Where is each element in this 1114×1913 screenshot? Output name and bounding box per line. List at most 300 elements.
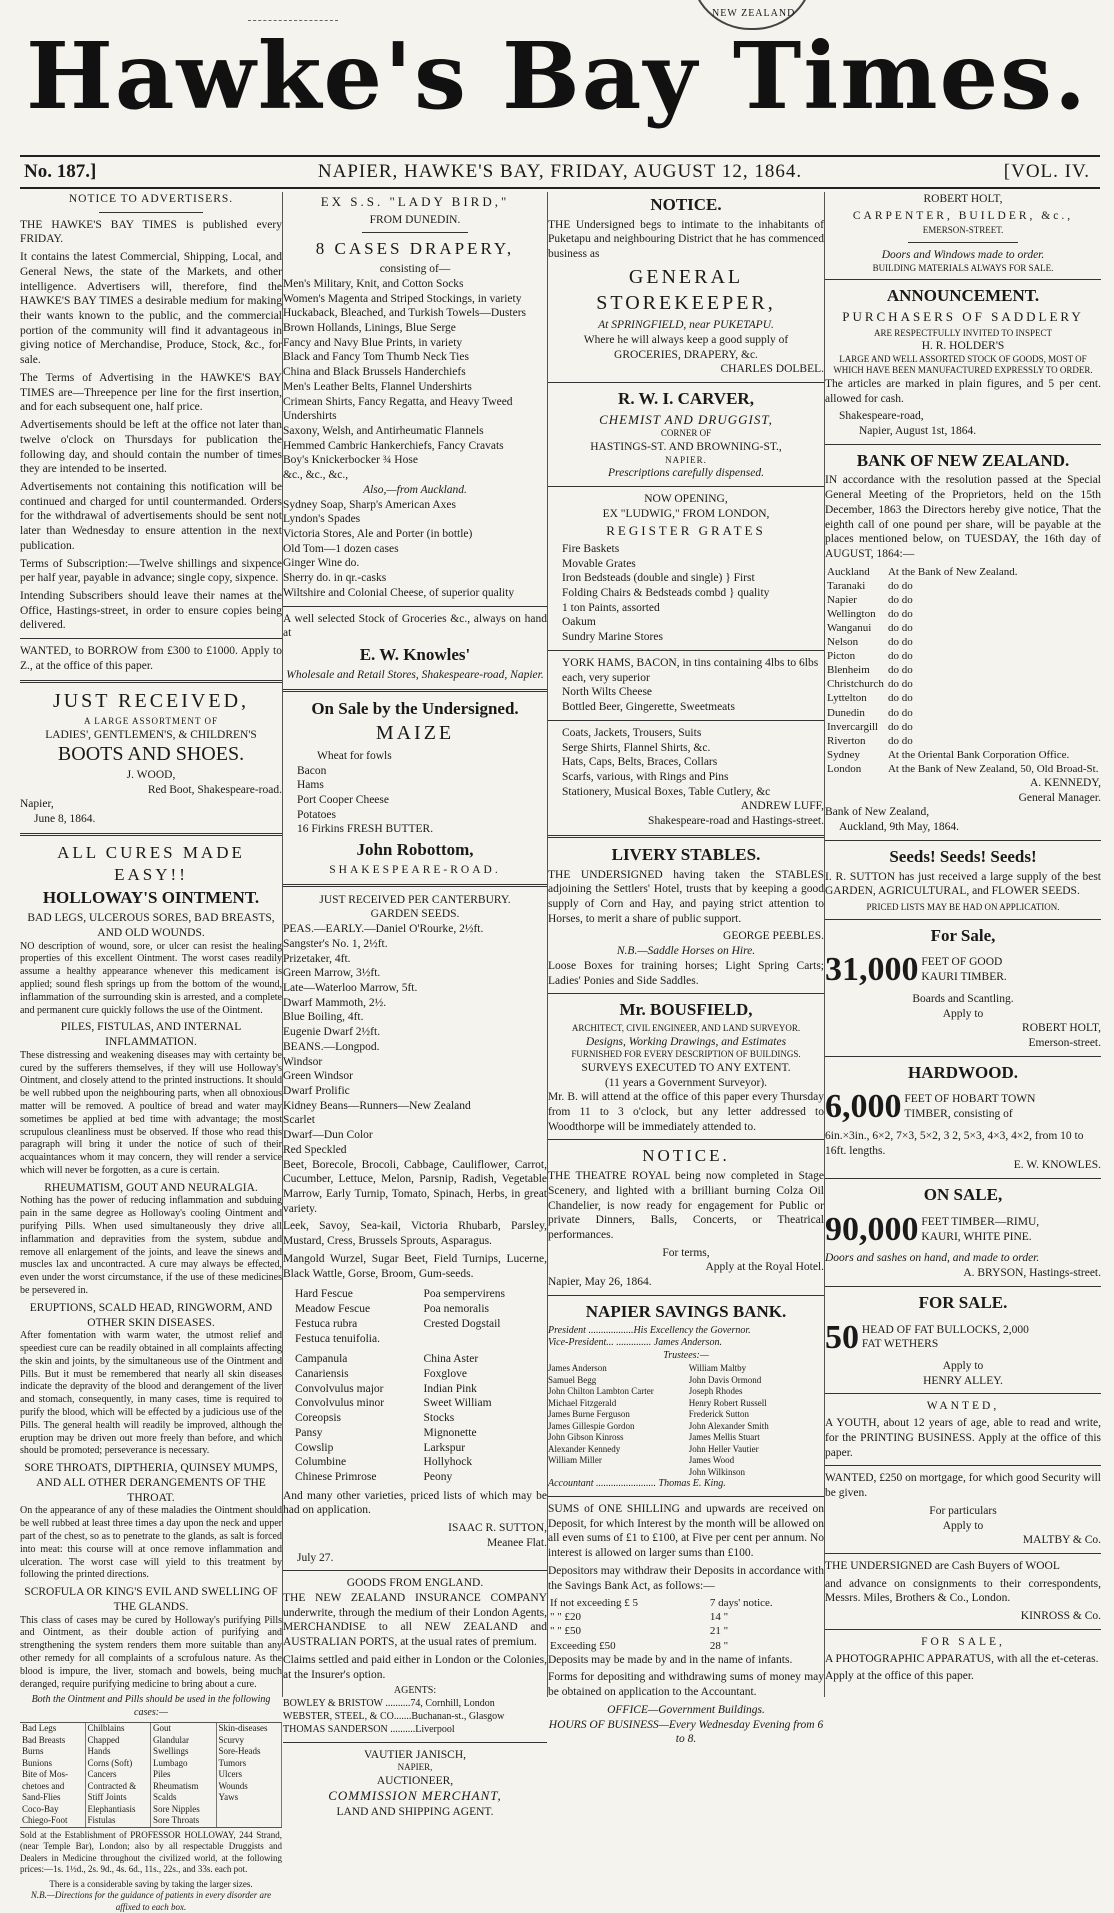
agents-list [283,1698,547,1736]
list-item: John Gibson Kinross [548,1432,624,1443]
photo-text: A PHOTOGRAPHIC APPARATUS, with all the et-ceteras. [825,1652,1099,1665]
holt-trade: CARPENTER, BUILDER, &c., [852,209,1074,222]
accountant-line: Accountant ........................ Thomas E. King. [548,1478,726,1490]
ailment-cell: Burns [20,1746,86,1758]
column-4 [825,192,1101,1697]
table-cell: London [827,762,862,775]
purchasers: PURCHASERS OF SADDLERY [842,308,1084,324]
list-item: Alexander Kennedy [548,1443,621,1454]
prescriptions: Prescriptions carefully dispensed. [608,467,764,480]
table-row [825,579,1101,593]
canterbury-heading: JUST RECEIVED PER CANTERBURY. [319,893,511,906]
table-cell: do do [887,664,913,677]
list-item: Convolvulus major [295,1382,384,1395]
list-item: Stationery, Musical Boxes, Table Cutlery, &c [562,785,771,798]
leek-text: Leek, Savoy, Sea-kail, Victoria Rhubarb, Parsley, Mustard, Cress, Brussels Sprouts, Asparagus. [283,1220,547,1248]
section-heading: SORE THROATS, DIPTHERIA, QUINSEY MUMPS, AND ALL OTHER DERANGEMENTS OF THE THROAT. [24,1462,278,1504]
luff-name: ANDREW LUFF, [740,800,824,813]
list-item: James Mellis Stuart [688,1432,760,1443]
list-item: Men's Military, Knit, and Cotton Socks [283,277,464,290]
ailment-cell: Bad Legs [20,1723,86,1735]
apply2: Apply to [942,1360,984,1373]
list-item: BEANS.—Longpod. [283,1040,380,1053]
ailment-cell: Tumors [217,1758,283,1770]
list-item: Convolvulus minor [295,1397,385,1410]
holder-date: Napier, August 1st, 1864. [859,424,977,437]
notice-paragraph: Advertisements not containing this notification will be continued and charged for until countermanded. Orders for the withdrawal of advertisements should be sent not later than Wednesday to ensure attention in the next publication. [20,480,282,552]
ailment-cell: Sore Throats [151,1815,217,1827]
rimu-quantity: 90,000 [825,1210,919,1248]
grass-list-left [295,1287,418,1346]
column-3 [548,192,824,1746]
table-cell: do do [887,579,913,592]
column-1 [20,192,282,1912]
table-cell: do do [887,608,913,620]
list-item: Poa sempervirens [423,1288,505,1301]
list-item: John Davis Ormond [688,1374,762,1385]
youth-text: A YOUTH, about 12 years of age, able to read and write, for the PRINTING BUSINESS. Apply at the office of this paper. [825,1417,1101,1459]
list-item: Festuca rubra [295,1317,358,1330]
ailment-row [20,1758,282,1770]
list-item: Blue Boiling, 4ft. [283,1011,364,1024]
list-item: James Wood [688,1455,735,1466]
list-item: Pansy [295,1426,323,1439]
holloway-heading: HOLLOWAY'S OINTMENT. [42,888,260,908]
notice-paragraph: THE HAWKE'S BAY TIMES is published every FRIDAY. [20,218,282,246]
kauri-text: FEET OF GOOD KAURI TIMBER. [921,956,1007,984]
garden-seeds: GARDEN SEEDS. [370,908,460,921]
list-item: Sangster's No. 1, 2½ft. [283,937,388,950]
list-item: Dwarf Prolific [283,1085,350,1097]
ailment-cell: Hands [86,1746,152,1758]
for-terms: For terms, [662,1246,710,1259]
list-item: Indian Pink [423,1382,477,1395]
kinross-name: KINROSS & Co. [1020,1610,1101,1623]
corner-of: CORNER OF [660,428,712,439]
table-cell: " " £20 [550,1611,581,1624]
body-text: On the appearance of any of these maladies the Ointment should be well rubbed at least three times a day upon the neck and upper part of the chest, so as to penetrate to the glands, as salt is forced into meat: this course will at once remove inflammation and ulceration. The worst case will yield to this treatment by following the printed directions. [20,1505,282,1581]
forms-text: Forms for depositing and withdrawing sums of money may be obtained on application to the Accountant. [548,1671,824,1699]
ailment-cell [217,1815,283,1827]
masthead-ornament [248,0,338,21]
emerson2: Emerson-street. [1028,1036,1101,1049]
sums-text: SUMS of ONE SHILLING and upwards are received on Deposit, for which Interest by the month will be allowed on all even sums of £1 to £100, at Five per cent per annum. No interest is allowed on larger sums than £100. [548,1503,824,1560]
list-item: Port Cooper Cheese [297,794,389,807]
table-row [548,1624,824,1638]
hours-line: HOURS OF BUSINESS—Every Wednesday Evening from 6 to 8. [548,1718,824,1746]
table-row [825,762,1101,776]
list-item: BOWLEY & BRISTOW ..........74, Cornhill, London [283,1698,495,1710]
table-row [825,734,1101,748]
on-sale-heading: ON SALE, [923,1185,1003,1205]
list-item: Henry Robert Russell [688,1397,767,1408]
ailment-cell: Corns (Soft) [86,1758,152,1770]
list-item: Peony [423,1470,453,1483]
priced-lists: PRICED LISTS MAY BE HAD ON APPLICATION. [866,902,1060,912]
list-item: William Maltby [688,1363,747,1374]
auckland-list [283,498,547,601]
table-row [825,621,1101,635]
table-row [548,1610,824,1624]
table-cell: Dunedin [827,706,865,719]
agents-label: AGENTS: [393,1685,437,1697]
jr-place: Napier, [20,798,54,811]
ludwig-line: EX "LUDWIG," FROM LONDON, [602,507,770,520]
list-item: Women's Magenta and Striped Stockings, in variety [283,292,522,305]
drapery-list [283,277,547,483]
table-cell: do do [887,622,913,635]
kennedy-name: A. KENNEDY, [1029,776,1101,789]
theatre-text: THE THEATRE ROYAL being now completed in Stage Scenery, and lighted with a brilliant burning Colza Oil Chandelier, is now ready for engagement for Public or private Dinners, Balls, Concerts, or Theatrical performances. [548,1170,824,1242]
notice-paragraph: Intending Subscribers should leave their names at the Office, Hastings-street, in order to ensure copies being delivered. [20,589,282,632]
peebles-name: GEORGE PEEBLES. [723,930,824,943]
other-varieties: And many other varieties, priced lists of which may be had on application. [283,1489,547,1517]
table-row [825,593,1101,607]
bousfield-name: Mr. BOUSFIELD, [619,1000,753,1020]
table-cell: do do [887,650,913,663]
section-heading: ERUPTIONS, SCALD HEAD, RINGWORM, AND OTHER SKIN DISEASES. [29,1301,273,1329]
emerson-street: EMERSON-STREET. [922,225,1004,236]
vice-line: Vice-President... .............. James Anderson. [548,1337,722,1349]
table-cell: 28 " [709,1639,729,1652]
timber-sizes: 6in.×3in., 6×2, 7×3, 5×2, 3 2, 5×3, 4×3, 4×2, from 10 to 16ft. lengths. [825,1129,1084,1157]
list-item: Saxony, Welsh, and Antirheumatic Flannels [283,425,484,437]
branch-table [825,565,1101,776]
sutton-date: July 27. [297,1551,334,1564]
table-cell: Taranaki [827,579,866,592]
list-item: YORK HAMS, BACON, in tins containing 4lbs to 6lbs each, very superior [562,656,819,684]
grass-list-right [424,1287,547,1346]
table-row [825,748,1101,762]
list-item: Late—Waterloo Marrow, 5ft. [283,981,418,994]
ailment-cell: Contracted & [86,1781,152,1793]
table-cell: If not exceeding £ 5 [550,1597,638,1610]
holt-name: ROBERT HOLT, [923,193,1003,205]
nb-note: N.B.—Directions for the guidance of patients in every disorder are affixed to each box. [30,1890,272,1912]
rimu-text: FEET TIMBER—RIMU, KAURI, WHITE PINE. [921,1215,1040,1243]
alley-name: HENRY ALLEY. [923,1374,1003,1387]
where-text: Where he will always keep a good supply of [583,333,789,346]
also-auckland: Also,—from Auckland. [363,483,467,496]
table-cell: 7 days' notice. [709,1597,773,1610]
list-item: Sherry do. in qr.-casks [283,572,387,585]
sutton-seeds-text: I. R. SUTTON has just received a large supply of the best GARDEN, AGRICULTURAL, and FLOWER SEEDS. [825,870,1101,898]
particulars: For particulars [929,1504,997,1517]
table-cell: Wellington [827,608,876,620]
list-item: Serge Shirts, Flannel Shirts, &c. [562,741,711,754]
table-cell: Blenheim [827,664,870,677]
newspaper-title: Hawke's Bay Times. [26,22,1088,130]
list-item: WEBSTER, STEEL, & CO.......Buchanan-st., Glasgow [283,1710,505,1722]
list-item: Ginger Wine do. [283,557,360,570]
large-stock: LARGE AND WELL ASSORTED STOCK OF GOODS, MOST OF WHICH HAVE BEEN MANUFACTURED EXPRESSLY TO ORDER. [833,353,1093,376]
ailment-row [20,1781,282,1793]
commission-merchant: COMMISSION MERCHANT, [328,1788,502,1804]
table-row [825,649,1101,663]
list-item: Fire Baskets [562,542,620,555]
ailment-row [20,1735,282,1747]
list-item: Hams [297,779,324,792]
ailment-cell [217,1804,283,1816]
table-cell: Sydney [827,748,860,761]
table-cell: " " £50 [550,1625,581,1638]
boards: Boards and Scantling. [912,992,1014,1005]
hobart-quantity: 6,000 [825,1088,902,1126]
volume-number: [VOL. IV. [1003,161,1090,182]
notice-paragraph: Terms of Subscription:—Twelve shillings and sixpence per half year, payable in advance; single copy, sixpence. [20,557,282,585]
section-heading: BAD LEGS, ULCEROUS SORES, BAD BREASTS, AND OLD WOUNDS. [27,912,275,939]
surveys: SURVEYS EXECUTED TO ANY EXTENT. [581,1061,791,1074]
bank-heading: BANK OF NEW ZEALAND. [856,450,1070,470]
knowles-name: E. W. Knowles' [359,645,471,665]
ailment-cell: Sore-Heads [217,1746,283,1758]
trustees-label: Trustees:— [663,1350,709,1362]
issue-date: NAPIER, HAWKE'S BAY, FRIDAY, AUGUST 12, 1864. [317,161,803,182]
table-cell: do do [887,692,913,705]
springfield: At SPRINGFIELD, near PUKETAPU. [598,319,774,332]
wool-text-2: and advance on consignments to their correspondents, Messrs. Miles, Brothers & Co., London. [825,1577,1101,1605]
holder-name: H. R. HOLDER'S [921,340,1005,353]
list-item: Windsor [283,1055,323,1068]
list-item: North Wilts Cheese [562,686,653,699]
photo-apply: Apply at the office of this paper. [825,1670,974,1683]
list-item: Green Windsor [283,1070,353,1083]
sale-list [283,764,547,838]
list-item: Chinese Primrose [295,1470,377,1483]
table-cell: 21 " [709,1625,729,1638]
list-item: Dwarf Mammoth, 2½. [283,996,387,1009]
list-item: Hard Fescue [295,1288,353,1301]
trustees-right [689,1363,824,1478]
invited: ARE RESPECTFULLY INVITED TO INSPECT [874,327,1052,338]
body-text: After fomentation with warm water, the utmost relief and speediest cure can be readily obtained in all complaints affecting the skin and joints, by the simultaneous use of the Ointment and Pills. But it must be remembered that nearly all skin diseases indicate the depravity of the blood and derangement of the liver and stomach, consequently, in many cases, time is required to purify the blood, which will be effected by a judicious use of the Pills. The general health will readily be improved, although the eruption may be driven out more freely than before, and which should be promoted; perseverance is necessary. [20,1330,282,1457]
shakespeare-road: Shakespeare-road, [839,410,924,423]
table-cell: Nelson [827,636,859,649]
list-item: John Heller Vautier [688,1443,759,1454]
sutton-address: Meanee Flat. [486,1536,547,1549]
list-item: Prizetaker, 4ft. [283,952,351,965]
table-cell: do do [887,706,913,719]
vautier-name: VAUTIER JANISCH, [363,1748,467,1761]
list-item: Samuel Begg [548,1374,597,1385]
withdraw-table [548,1596,824,1652]
bank-address: Bank of New Zealand, [825,806,930,819]
list-item: Black and Fancy Tom Thumb Neck Ties [283,351,469,364]
maize-sub: Wheat for fowls [317,749,392,762]
list-item: Lyndon's Spades [283,513,361,526]
depositors-text: Depositors may withdraw their Deposits in accordance with the Savings Bank Act, as follows:— [548,1564,824,1592]
body-text: NO description of wound, sore, or ulcer can resist the healing properties of this excellent Ointment. The worst cases readily assume a healthy appearance whenever this medicament is applied; sound flesh springs up from the bottom of the wound, inflammation of the surrounding skin is arrested, and a complete and permanent cure quickly follows the use of the Ointment. [20,940,282,1016]
flower-list-left [295,1352,418,1484]
table-cell: Napier [827,593,857,606]
table-row [825,677,1101,691]
cases-drapery: 8 CASES DRAPERY, [315,239,515,259]
goods-text: THE NEW ZEALAND INSURANCE COMPANY underwrite, through the medium of their London Agents, MERCHANDISE to all NEW ZEALAND and AUSTRALIAN PORTS, at the usual rates of premium. [283,1592,547,1649]
list-item: Joseph Rhodes [688,1386,743,1397]
list-item: Hats, Caps, Belts, Braces, Collars [562,756,718,769]
goods-heading: GOODS FROM ENGLAND. [346,1577,484,1590]
table-cell: At the Bank of New Zealand, 50, Old Broad-St. [887,762,1099,775]
list-item: Foxglove [423,1367,467,1380]
wanted-heading: WANTED, [926,1400,1000,1413]
list-item: Mignonette [423,1426,477,1439]
just-received-sub: A LARGE ASSORTMENT OF [83,716,219,727]
list-item: Movable Grates [562,557,636,570]
list-item: Kidney Beans—Runners—New Zealand [283,1099,471,1112]
mangold-text: Mangold Wurzel, Sugar Beet, Field Turnips, Lucerne, Black Wattle, Gorse, Broom, Gum-seeds. [283,1252,547,1280]
ailment-cell: Chapped [86,1735,152,1747]
general-storekeeper: GENERAL STOREKEEPER, [596,265,776,314]
chemist-line: CHEMIST AND DRUGGIST, [599,411,773,427]
apply-to: Apply to [942,1007,984,1020]
list-item: Red Speckled [283,1143,347,1156]
table-row [548,1639,824,1653]
table-cell: Christchurch [827,678,884,691]
nb-saddle: N.B.—Saddle Horses on Hire. [616,945,756,958]
bank-date: Auckland, 9th May, 1864. [839,821,959,834]
maize: MAIZE [375,722,455,745]
table-cell: Invercargill [827,720,879,733]
mrb-text: Mr. B. will attend at the office of this paper every Thursday from 11 to 3 o'clock, but any letter addressed to Woodthorpe will be immediately attended to. [548,1091,824,1133]
apply3: Apply to [942,1519,984,1532]
livery-text: THE UNDERSIGNED having taken the STABLES adjoining the Settlers' Hotel, trusts that by keeping a good supply of Corn and Hay, and paying strict attention to Horses, to merit a share of public support. [548,868,824,925]
hobart-text: FEET OF HOBART TOWN TIMBER, consisting of [904,1093,1036,1121]
table-cell: do do [887,678,913,691]
lady-bird-heading: EX S.S. "LADY BIRD," [320,194,510,209]
ludwig-list [548,542,824,645]
register-grates: REGISTER GRATES [606,523,766,539]
section-heading: SCROFULA OR KING'S EVIL AND SWELLING OF THE GLANDS. [24,1586,278,1613]
ailment-cell: Swellings [151,1746,217,1758]
land-shipping: LAND AND SHIPPING AGENT. [336,1806,494,1819]
general-manager: General Manager. [1018,791,1101,804]
list-item: Men's Leather Belts, Flannel Undershirts [283,380,472,393]
bousfield-sub: ARCHITECT, CIVIL ENGINEER, AND LAND SURVEYOR. [571,1023,801,1034]
bullocks-quantity: 50 [825,1318,859,1356]
table-row [548,1596,824,1610]
table-cell: Auckland [827,565,870,578]
ailment-cell: Stiff Joints [86,1792,152,1804]
ailment-cell: Bunions [20,1758,86,1770]
ailment-cell: Fistulas [86,1815,152,1827]
for-sale-1: For Sale, [930,925,996,945]
list-item: Sundry Marine Stores [562,631,663,644]
kauri-quantity: 31,000 [825,951,919,989]
ailment-row [20,1804,282,1816]
beans-list [283,1040,547,1158]
table-cell: Wanganui [827,622,872,635]
table-row [825,607,1101,621]
livery-heading: LIVERY STABLES. [611,844,761,864]
list-item: Michael Fitzgerald [548,1397,617,1408]
table-row [825,565,1101,579]
bryson-name: A. BRYSON, Hastings-street. [963,1267,1101,1280]
list-item: William Miller [548,1455,602,1466]
ailment-cell: Scalds [151,1792,217,1804]
doors-windows: Doors and Windows made to order. [881,248,1045,261]
jr-date: June 8, 1864. [34,813,96,826]
section-heading: RHEUMATISM, GOUT AND NEURALGIA. [44,1181,258,1194]
list-item: China and Black Brussels Handerchiefs [283,366,466,379]
table-cell: do do [887,720,913,733]
table-cell: do do [887,636,913,649]
list-item: Green Marrow, 3½ft. [283,967,381,980]
ailment-cell: Gout [151,1723,217,1735]
ailment-cell: Coco-Bay [20,1804,86,1816]
seeds-heading: Seeds! Seeds! Seeds! [889,846,1037,866]
table-row [825,720,1101,734]
list-item: Scarfs, various, with Rings and Pins [562,770,729,783]
ailment-cell: Sand-Flies [20,1792,86,1804]
list-item: Hollyhock [423,1456,473,1469]
list-item: PEAS.—EARLY.—Daniel O'Rourke, 2½ft. [283,923,484,936]
theatre-date: Napier, May 26, 1864. [548,1276,652,1289]
peas-list [283,922,547,1040]
knowles-sub: Wholesale and Retail Stores, Shakespeare-road, Napier. [286,668,544,681]
york-list [548,656,824,715]
column-2 [283,192,547,1819]
table-row [825,663,1101,677]
wanted-mortgage: WANTED, £250 on mortgage, for which good Security will be given. [825,1472,1101,1500]
list-item: 1 ton Paints, assorted [562,601,660,614]
list-item: Fancy and Navy Blue Prints, in variety [283,336,463,349]
ailment-cell: Bite of Mos- [20,1769,86,1781]
list-item: Poa nemoralis [423,1303,490,1316]
ailment-cell: Ulcers [217,1769,283,1781]
ailment-row [20,1723,282,1735]
hastings-browning: HASTINGS-ST. AND BROWNING-ST., [590,440,782,453]
vautier-location: NAPIER, [397,1762,433,1773]
dolbel-name: CHARLES DOLBEL. [720,363,824,376]
auctioneer: AUCTIONEER, [376,1774,454,1787]
list-item: Bacon [297,764,327,777]
list-item: &c., &c., &c., [283,469,349,482]
deposits-infants: Deposits may be made by and in the name of infants. [548,1653,793,1666]
list-item: Festuca tenuifolia. [295,1332,380,1345]
table-cell: Lyttelton [827,692,867,705]
on-sale-heading: On Sale by the Undersigned. [311,698,519,718]
notice-paragraph: The Terms of Advertising in the HAWKE'S BAY TIMES are—Threepence per line for the first insertion, and for each subsequent one, half price. [20,371,282,414]
hardwood-heading: HARDWOOD. [907,1062,1019,1082]
table-cell: do do [887,593,913,606]
for-sale-3: FOR SALE, [921,1635,1005,1648]
luff-address: Shakespeare-road and Hastings-street. [648,815,824,828]
list-item: Hemmed Cambric Hankerchiefs, Fancy Cravats [283,439,504,452]
royal-hotel: Apply at the Royal Hotel. [705,1261,824,1274]
list-item: Scarlet [283,1114,315,1127]
savings-heading: NAPIER SAVINGS BANK. [585,1301,787,1321]
just-received-line: LADIES', GENTLEMEN'S, & CHILDREN'S [45,728,257,741]
list-item: THOMAS SANDERSON ..........Liverpool [283,1723,455,1735]
notice2-heading: NOTICE. [642,1146,730,1166]
table-cell: Exceeding £50 [550,1639,616,1652]
for-sale-2: FOR SALE. [918,1292,1008,1312]
notice-text: THE Undersigned begs to intimate to the inhabitants of Puketapu and neighbouring District that he has commenced business as [548,218,824,261]
list-item: Huckaback, Bleached, and Turkish Towels—Dusters [283,307,526,320]
list-item: Coreopsis [295,1412,341,1425]
bank-text: IN accordance with the resolution passed at the Special General Meeting of the Proprietors, held on the 15th December, 1863 the Directors hereby give notice, That the eighth call of one pound per share, will be payable at the places mentioned below, on TUESDAY, the 16th day of AUGUST, 1864:— [825,474,1101,561]
cures-heading: ALL CURES MADE EASY!! [57,842,245,884]
list-item: Oakum [562,616,596,629]
notice-paragraph: It contains the latest Commercial, Shipping, Local, and General News, the state of the Markets, and other intelligence. Advertisers will, therefore, find the HAWKE'S BAY TIMES a desirable medium for making their wants known to the public, and the commercial portion of the community will find it advantageous in giving notice of Merchandise, Produce, Stock, &c., for sale. [20,251,282,367]
ailment-cell: Skin-diseases [217,1723,283,1735]
carver-name: R. W. I. CARVER, [618,388,754,408]
president-line: President ..................His Excellency the Governor. [548,1324,751,1336]
ailment-cell: Piles [151,1769,217,1781]
ewk-name: E. W. KNOWLES. [1013,1159,1101,1172]
doors-sashes: Doors and sashes on hand, and made to order. [825,1252,1040,1265]
saving-note: There is a considerable saving by taking the larger sizes. [49,1878,253,1889]
